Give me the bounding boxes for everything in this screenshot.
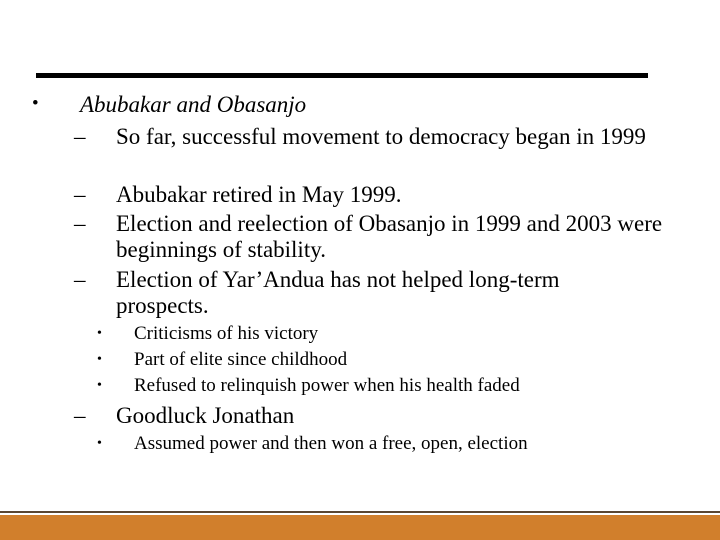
dash-marker: – xyxy=(74,403,86,428)
bullet-l1: • xyxy=(32,93,39,114)
title-divider xyxy=(36,73,648,78)
point-text: Election and reelection of Obasanjo in 1999 and 2003 were beginnings of stability. xyxy=(116,211,663,262)
bullet-marker: • xyxy=(97,378,102,393)
footer-thin-line xyxy=(0,511,720,513)
bullet-marker: • xyxy=(97,352,102,367)
subpoint-text: Refused to relinquish power when his health faded xyxy=(134,375,520,396)
point-text: Abubakar retired in May 1999. xyxy=(116,182,402,207)
dash-marker: – xyxy=(74,124,86,149)
dash-marker: – xyxy=(74,211,86,236)
slide-heading: Abubakar and Obasanjo xyxy=(80,92,307,117)
dash-marker: – xyxy=(74,267,86,292)
subpoint-text: Part of elite since childhood xyxy=(134,349,348,370)
point-text: So far, successful movement to democracy began in 1999 xyxy=(116,124,646,149)
subpoint-text: Assumed power and then won a free, open, election xyxy=(134,433,528,454)
subpoint-text: Criticisms of his victory xyxy=(134,323,319,344)
point-text: Goodluck Jonathan xyxy=(116,403,295,428)
dash-marker: – xyxy=(74,182,86,207)
bullet-marker: • xyxy=(97,326,102,341)
footer-bar xyxy=(0,515,720,540)
point-text: Election of Yar’Andua has not helped long-term prospects. xyxy=(116,267,560,318)
bullet-marker: • xyxy=(97,436,102,451)
